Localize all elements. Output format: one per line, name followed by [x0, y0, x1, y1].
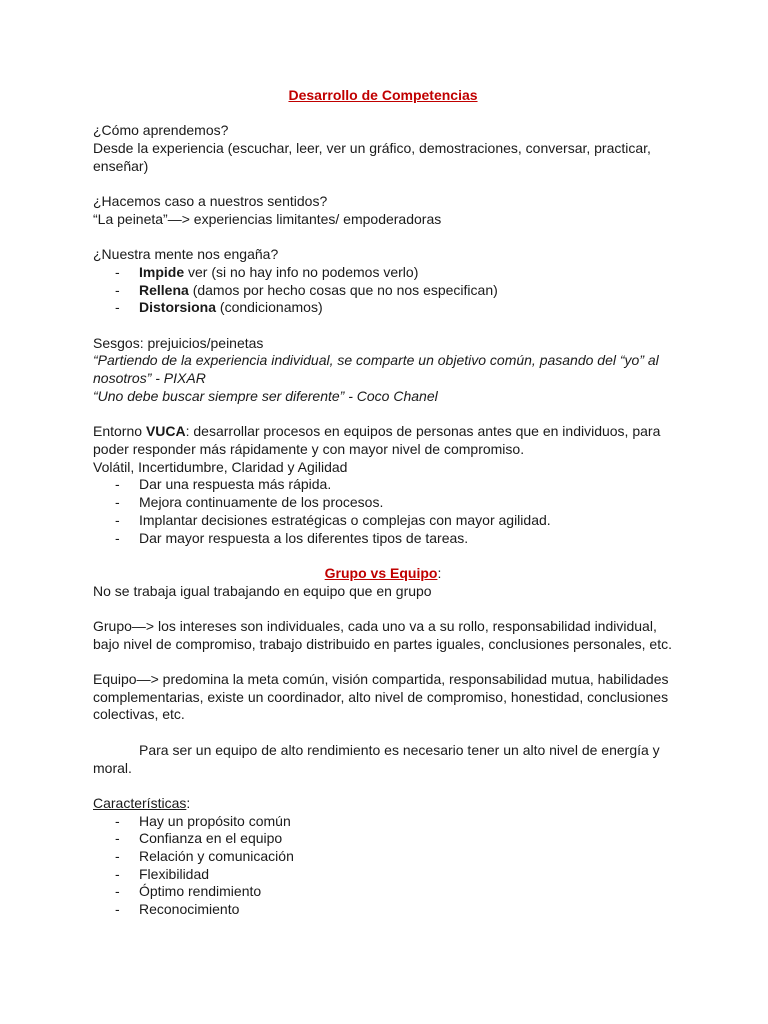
alto-rendimiento-paragraph: Para ser un equipo de alto rendimiento es necesario tener un alto nivel de energía y moral.	[93, 741, 660, 776]
dash-marker: -	[115, 529, 120, 546]
grupo-paragraph: Grupo—> los intereses son individuales, cada uno va a su rollo, responsabilidad individual, bajo nivel de compromiso, trabajo distribuido en partes iguales, conclusiones personales, etc.	[93, 617, 672, 652]
vuca-prefix: Entorno	[93, 423, 146, 440]
vuca-paragraph	[93, 423, 673, 458]
spacer	[93, 653, 673, 671]
list-item-text: Mejora continuamente de los procesos.	[139, 494, 384, 511]
list-item-text: Dar mayor respuesta a los diferentes tipos de tareas.	[139, 529, 469, 546]
list-item-text: Flexibilidad	[139, 865, 210, 882]
spacer	[93, 600, 673, 618]
quote-pixar: “Partiendo de la experiencia individual, se comparte un objetivo común, pasando del “yo” al nosotros” - PIXAR	[93, 352, 659, 387]
document-page	[93, 87, 673, 919]
mind-deceives-list	[93, 264, 673, 317]
answer-how-we-learn: Desde la experiencia (escuchar, leer, ver un gráfico, demostraciones, conversar, practicar, enseñar)	[93, 140, 651, 174]
list-item-text: Hay un propósito común	[139, 812, 291, 829]
dash-marker: -	[115, 901, 120, 918]
spacer	[93, 176, 673, 194]
list-item	[93, 866, 673, 884]
sesgos-label: Sesgos: prejuicios/peinetas	[93, 334, 264, 351]
list-item-bold: Impide	[139, 263, 185, 280]
list-item-text: ver (si no hay info no podemos verlo)	[184, 263, 419, 280]
list-item	[93, 264, 673, 282]
vuca-description: : desarrollar procesos en equipos de personas antes que en individuos, para poder responder más rápidamente y con mayor nivel de compromiso.	[93, 423, 661, 457]
caracteristicas-heading-colon: :	[186, 794, 191, 811]
list-item	[93, 883, 673, 901]
list-item	[93, 476, 673, 494]
grupo-vs-equipo-heading	[93, 565, 673, 583]
spacer	[93, 229, 673, 247]
caracteristicas-list	[93, 813, 673, 919]
dash-marker: -	[115, 494, 120, 511]
dash-marker: -	[115, 299, 120, 316]
section-heading-text: Grupo vs Equipo	[324, 564, 438, 581]
dash-marker: -	[115, 263, 120, 280]
question-mind-deceives: ¿Nuestra mente nos engaña?	[93, 246, 279, 263]
list-item-text: (damos por hecho cosas que no nos especifican)	[188, 281, 498, 298]
list-item	[93, 813, 673, 831]
dash-marker: -	[115, 281, 120, 298]
list-item	[93, 830, 673, 848]
vuca-list	[93, 476, 673, 547]
caracteristicas-heading-text: Características	[93, 794, 187, 811]
document-title: Desarrollo de Competencias	[288, 87, 478, 103]
dash-marker: -	[115, 476, 120, 493]
list-item	[93, 530, 673, 548]
list-item-text: Confianza en el equipo	[139, 830, 283, 847]
list-item	[93, 848, 673, 866]
list-item	[93, 901, 673, 919]
vuca-expansion: Volátil, Incertidumbre, Claridad y Agilidad	[93, 458, 348, 475]
quote-coco-chanel: “Uno debe buscar siempre ser diferente” - Coco Chanel	[93, 387, 438, 404]
spacer	[93, 724, 673, 742]
spacer	[93, 105, 673, 123]
spacer	[93, 777, 673, 795]
list-item-bold: Distorsiona	[139, 299, 217, 316]
list-item-text: (condicionamos)	[216, 299, 323, 316]
list-item-text: Dar una respuesta más rápida.	[139, 476, 332, 493]
dash-marker: -	[115, 830, 120, 847]
answer-senses: “La peineta”—> experiencias limitantes/ empoderadoras	[93, 210, 442, 227]
dash-marker: -	[115, 865, 120, 882]
dash-marker: -	[115, 812, 120, 829]
dash-marker: -	[115, 511, 120, 528]
caracteristicas-heading	[93, 795, 673, 813]
list-item-text: Relación y comunicación	[139, 848, 294, 865]
equipo-paragraph: Equipo—> predomina la meta común, visión compartida, responsabilidad mutua, habilidades complementarias, existe un coordinador, alto nivel de compromiso, honestidad, conclusiones colectivas, etc.	[93, 671, 669, 723]
spacer	[93, 547, 673, 565]
spacer	[93, 317, 673, 335]
list-item-text: Óptimo rendimiento	[139, 883, 262, 900]
question-senses: ¿Hacemos caso a nuestros sentidos?	[93, 193, 328, 210]
section-heading-colon: :	[437, 564, 442, 581]
grupo-vs-equipo-intro: No se trabaja igual trabajando en equipo que en grupo	[93, 582, 432, 599]
list-item	[93, 282, 673, 300]
list-item	[93, 512, 673, 530]
question-how-we-learn: ¿Cómo aprendemos?	[93, 122, 229, 139]
list-item-text: Reconocimiento	[139, 901, 240, 918]
list-item-bold: Rellena	[139, 281, 189, 298]
vuca-acronym: VUCA	[145, 423, 186, 440]
list-item	[93, 299, 673, 317]
list-item-text: Implantar decisiones estratégicas o complejas con mayor agilidad.	[139, 511, 551, 528]
spacer	[93, 406, 673, 424]
dash-marker: -	[115, 883, 120, 900]
dash-marker: -	[115, 848, 120, 865]
list-item	[93, 494, 673, 512]
